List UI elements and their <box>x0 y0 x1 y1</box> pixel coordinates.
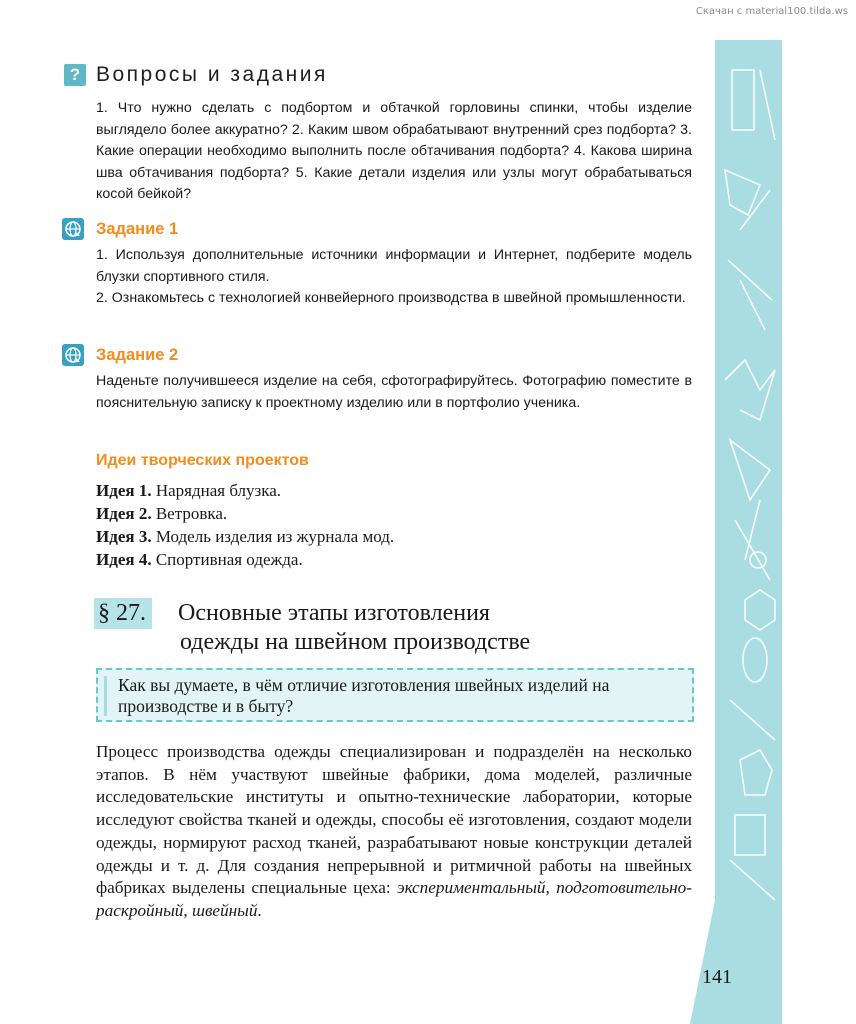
question-icon: ? <box>64 64 86 86</box>
task2-text <box>96 371 692 414</box>
task1-heading <box>62 218 178 240</box>
think-question-box <box>96 668 694 722</box>
task1-text <box>96 245 692 310</box>
questions-text: 1. Что нужно сделать с подбортом и обтачкой горловины спинки, чтобы изделие выглядело более аккуратно? 2. Каким швом обрабатывают внутренний срез подборта? 3. Какие операции необходимо выполнить после обтачивания подборта? 4. Какова ширина шва обтачивания подборта? 5. Какие детали изделия или узлы могут обрабатываться косой бейкой? <box>96 100 692 203</box>
questions-title: Вопросы и задания <box>96 63 328 86</box>
task1-item: 2. Ознакомьтесь с технологией конвейерного производства в швейной промышленности. <box>96 290 686 306</box>
section-number: § 27. <box>94 598 152 629</box>
idea-label: Идея 3. <box>96 527 152 546</box>
think-question-text: Как вы думаете, в чём отличие изготовления швейных изделий на производстве и в быту? <box>118 675 610 716</box>
task2-paragraph: Наденьте получившееся изделие на себя, сфотографируйтесь. Фотографию поместите в пояснительную записку к проектному изделию или в портфолио ученика. <box>96 373 692 411</box>
questions-heading <box>64 63 328 87</box>
task1-title: Задание 1 <box>96 219 179 238</box>
term: подготовительно-раскройный <box>96 878 692 920</box>
body-paragraph <box>96 741 692 923</box>
list-item <box>96 479 394 502</box>
body-text: Процесс производства одежды специализирован и подразделён на несколько этапов. В нём участвуют швейные фабрики, дома моделей, различные исследовательские институты и опытно-технические лаборатории, которые исследуют свойства тканей и одежды, способы её изготовления, создают модели одежды, нормируют расход тканей, разрабатывают новые конструкции деталей одежды и т. д. Для создания непрерывной и ритмичной работы на швейных фабриках выделены специальные цеха: <box>96 742 692 898</box>
idea-text: Модель изделия из журнала мод. <box>155 527 395 546</box>
section-title-line: одежды на швейном производстве <box>180 629 531 655</box>
idea-label: Идея 4. <box>96 550 152 569</box>
page-number: 141 <box>702 966 732 988</box>
ideas-heading: Идеи творческих проектов <box>96 452 309 469</box>
section-title-line: Основные этапы изготовления <box>178 600 490 626</box>
task1-item: 1. Используя дополнительные источники информации и Интернет, подберите модель блузки спортивного стиля. <box>96 247 692 285</box>
period: . <box>257 900 262 920</box>
watermark: Скачан с material100.tilda.ws <box>695 6 848 17</box>
section-title <box>178 599 530 657</box>
globe-icon <box>62 218 84 240</box>
task2-title: Задание 2 <box>96 345 179 364</box>
ideas-list <box>96 479 394 571</box>
globe-icon <box>62 344 84 366</box>
box-accent-bar <box>104 676 107 716</box>
separator: , <box>183 900 192 920</box>
task2-heading <box>62 344 178 366</box>
idea-text: Нарядная блузка. <box>155 481 282 500</box>
list-item <box>96 525 394 548</box>
list-item <box>96 502 394 525</box>
idea-text: Спортивная одежда. <box>155 550 303 569</box>
idea-text: Ветровка. <box>155 504 228 523</box>
separator: , <box>545 878 557 898</box>
term: экспериментальный <box>397 878 546 898</box>
term: швейный <box>192 900 258 920</box>
idea-label: Идея 1. <box>96 481 152 500</box>
list-item <box>96 548 394 571</box>
idea-label: Идея 2. <box>96 504 152 523</box>
